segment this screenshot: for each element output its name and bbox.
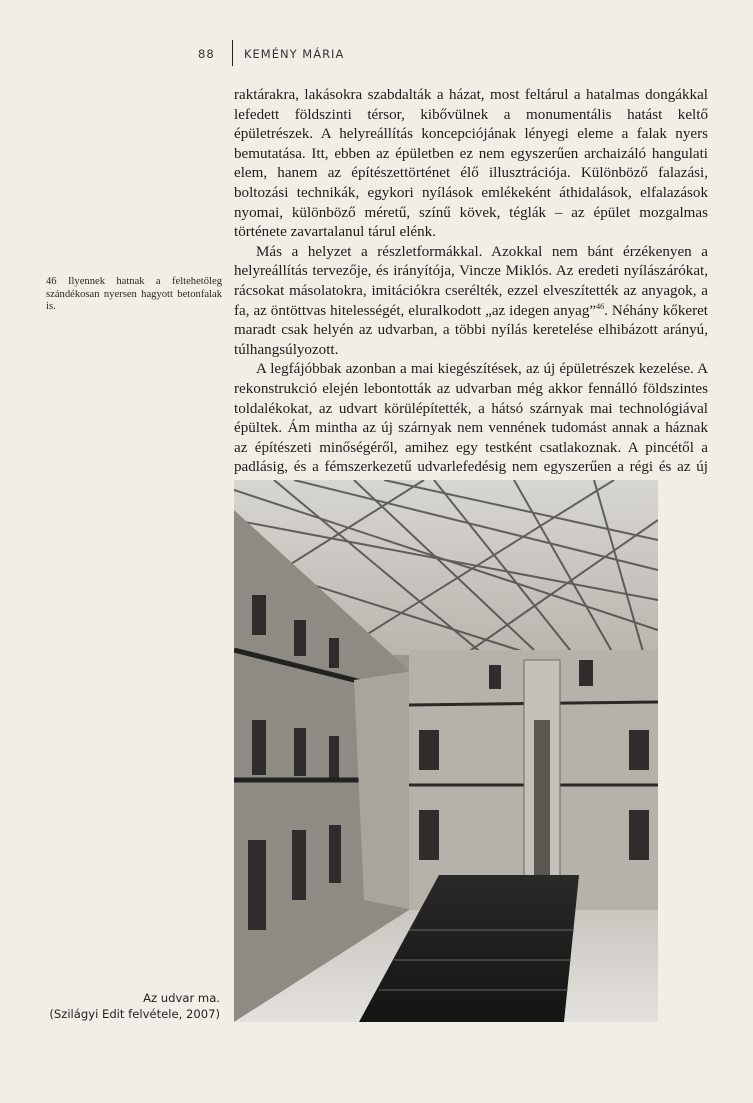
footnote-text: 46 Ilyennek hatnak a feltehetőleg szándékosan nyersen hagyott betonfalak is. [46,276,222,313]
footnote-reference: 46 [596,301,605,311]
page-number: 88 [198,47,215,61]
courtyard-photo-illustration [234,480,658,1022]
paragraph-2-start: Más a helyzet a részletformákkal. Azokkal nem bánt érzékenyen a helyreállítás tervezője, és irányítója, Vincze Miklós. Az eredeti nyílászárókat, rácsokat másolatokra, imitációkra cserélték, ezzel elveszítették az anyagok, a fa, az öntöttvas hitelességét, eluralkodott „az idegen anyag” [234,243,708,319]
courtyard-photo [234,480,658,1022]
paragraph-1: raktárakra, lakásokra szabdalták a házat, most feltárul a hatalmas dongákkal lefedett földszinti térsor, kibővülnek a monumentális hatást keltő épületrészek. A helyreállítás koncepciójának lényegi eleme a falak nyers bemutatása. Itt, ebben az épületben ez nem egyszerűen archaizáló hangulati elem, hanem az építészettörténet élő illusztrációja. Különböző falazási, boltozási technikák, egykori nyílások emlékeként áthidalások, elfalazások nyomai, különböző méretű, színű kövek, téglák – az épület mozgalmas története zavartalanul tárul elénk. [234,87,708,241]
paragraph-2-end: . Néhány kőkeret maradt csak helyén az udvarban, a többi nyílás keretelése elhibázott arányú, túlhangsúlyozott. [234,302,708,358]
paragraph-3: A legfájóbbak azonban a mai kiegészítések, az új épületrészek kezelése. A rekonstrukció elején lebontották az udvarban még akkor fennálló földszintes toldalékokat, az udvart körülépítették, a hátsó szárnyak mai technológiával épültek. Ám mintha az új szárnyak nem vennének tudomást annak a háznak az építészeti minőségéről, amihez egy testként csatlakoznak. A pincétől a padlásig, és a fémszerkezetű udvarlefedésig nem egyszerűen a régi és az új [234,361,708,476]
header-divider [232,40,233,66]
running-header [0,40,753,64]
photo-caption [40,990,220,1022]
caption-credit: (Szilágyi Edit felvétele, 2007) [49,1007,220,1021]
caption-title: Az udvar ma. [143,991,220,1005]
body-text [234,86,708,497]
running-author: KEMÉNY MÁRIA [244,47,345,61]
footnote-46 [46,276,222,314]
paragraph-2 [234,243,708,361]
